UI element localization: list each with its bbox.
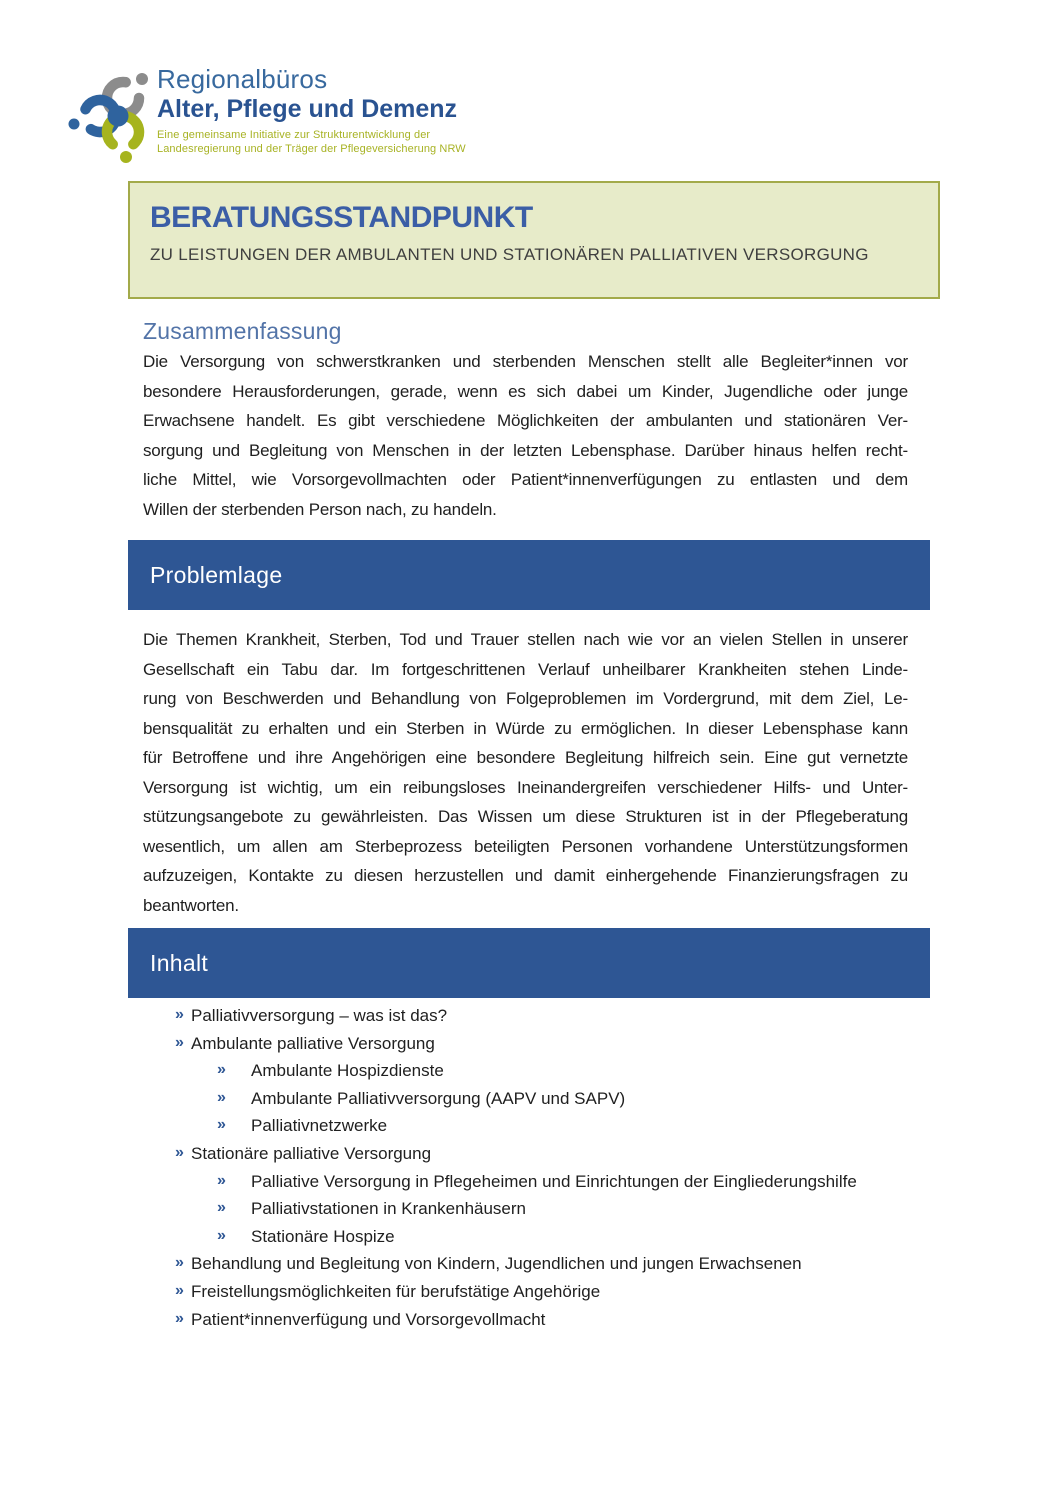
toc-subitem — [175, 1227, 925, 1255]
logo-name: Regionalbüros — [157, 64, 328, 94]
chevron-bullet-icon: » — [217, 1171, 226, 1189]
text-line: wesentlich, um allen am Sterbeprozess beteiligten Personen vorhandene Unterstützungsformen — [143, 836, 908, 856]
chevron-bullet-icon: » — [175, 1143, 184, 1161]
toc-item-label: Patient*innenverfügung und Vorsorgevollmacht — [191, 1309, 546, 1329]
chevron-bullet-icon: » — [175, 1254, 184, 1272]
inhalt-banner — [128, 928, 930, 998]
text-line: stützungsangebote zu gewährleisten. Das Wissen um diese Strukturen ist in der Pflegeberatung — [143, 807, 908, 826]
text-line: Willen der sterbenden Person nach, zu handeln. — [143, 499, 497, 519]
toc-item-label: Stationäre palliative Versorgung — [191, 1143, 432, 1163]
text-line: rung von Beschwerden und Behandlung von Folgeproblemen im Vordergrund, mit dem Ziel, Le- — [143, 689, 908, 708]
logo-people-circle-icon — [68, 68, 168, 164]
text-line: Gesellschaft ein Tabu dar. Im fortgeschrittenen Verlauf unheilbarer Krankheiten stehen Linde- — [143, 659, 908, 679]
toc-list — [175, 1006, 925, 1337]
toc-item-label: Behandlung und Begleitung von Kindern, Jugendlichen und jungen Erwachsenen — [191, 1254, 802, 1274]
toc-item-label: Palliativnetzwerke — [251, 1116, 388, 1136]
toc-subitem — [175, 1199, 925, 1227]
text-line: für Betroffene und ihre Angehörigen eine besondere Begleitung hilfreich sein. Eine gut vernetzte — [143, 748, 908, 767]
toc-item-label: Stationäre Hospize — [251, 1226, 395, 1246]
toc-subitem — [175, 1172, 925, 1200]
toc-item — [175, 1144, 925, 1172]
toc-item — [175, 1006, 925, 1034]
text-line: liche Mittel, wie Vorsorgevollmachten oder Patient*innenverfügungen zu entlasten und dem — [143, 470, 908, 489]
chevron-bullet-icon: » — [175, 1309, 184, 1327]
text-line: Versorgung ist wichtig, um ein reibungsloses Ineinandergreifen verschiedener Hilfs- und Unter- — [143, 777, 908, 797]
toc-item — [175, 1034, 925, 1062]
chevron-bullet-icon: » — [217, 1116, 226, 1134]
logo-brand: Alter, Pflege und Demenz — [157, 95, 458, 123]
chevron-bullet-icon: » — [217, 1061, 226, 1079]
chevron-bullet-icon: » — [175, 1033, 184, 1051]
toc-subitem — [175, 1116, 925, 1144]
logo — [157, 64, 466, 156]
problemlage-banner-label: Problemlage — [150, 561, 283, 588]
summary-paragraph — [143, 352, 908, 529]
chevron-bullet-icon: » — [217, 1199, 226, 1217]
document-title: BERATUNGSSTANDPUNKT — [150, 201, 533, 234]
inhalt-banner-label: Inhalt — [150, 949, 209, 976]
text-line: Die Versorgung von schwerstkranken und sterbenden Menschen stellt alle Begleiter*innen vor — [143, 352, 908, 371]
toc-item — [175, 1310, 925, 1338]
problemlage-paragraph — [143, 630, 908, 925]
toc-item-label: Ambulante palliative Versorgung — [191, 1033, 435, 1053]
toc-item-label: Freistellungsmöglichkeiten für berufstätige Angehörige — [191, 1281, 601, 1301]
text-line: bensqualität zu erhalten und ein Sterben in Würde zu ermöglichen. In dieser Lebensphase kann — [143, 718, 908, 738]
toc-item-label: Ambulante Hospizdienste — [251, 1061, 444, 1081]
logo-tagline-line1: Eine gemeinsame Initiative zur Strukturentwicklung der — [157, 129, 431, 141]
text-line: beantworten. — [143, 895, 239, 915]
text-line: aufzuzeigen, Kontakte zu diesen herzustellen und damit einhergehende Finanzierungsfragen zu — [143, 866, 908, 885]
chevron-bullet-icon: » — [175, 1006, 184, 1023]
problemlage-banner — [128, 540, 930, 610]
text-line: sorgung und Begleitung von Menschen in der letzten Lebensphase. Darüber hinaus helfen recht- — [143, 440, 908, 460]
chevron-bullet-icon: » — [217, 1226, 226, 1244]
logo-tagline-line2: Landesregierung und der Träger der Pflegeversicherung NRW — [157, 142, 466, 155]
toc-item-label: Palliative Versorgung in Pflegeheimen und Einrichtungen der Eingliederungshilfe — [251, 1171, 857, 1191]
summary-heading: Zusammenfassung — [143, 318, 342, 344]
text-line: Die Themen Krankheit, Sterben, Tod und Trauer stellen nach wie vor an vielen Stellen in unserer — [143, 630, 908, 649]
toc-item-label: Palliativversorgung – was ist das? — [191, 1006, 448, 1025]
toc-item — [175, 1254, 925, 1282]
toc-subitem — [175, 1089, 925, 1117]
text-line: Erwachsene handelt. Es gibt verschiedene Möglichkeiten der ambulanten und stationären Ver- — [143, 411, 908, 430]
toc-item-label: Ambulante Palliativversorgung (AAPV und SAPV) — [251, 1088, 626, 1108]
title-box — [128, 181, 940, 299]
toc-subitem — [175, 1061, 925, 1089]
chevron-bullet-icon: » — [175, 1281, 184, 1299]
chevron-bullet-icon: » — [217, 1088, 226, 1106]
document-subtitle: ZU LEISTUNGEN DER AMBULANTEN UND STATIONÄREN PALLIATIVEN VERSORGUNG — [150, 245, 869, 264]
text-line: besondere Herausforderungen, gerade, wenn es sich dabei um Kinder, Jugendliche oder junge — [143, 381, 908, 401]
toc-item — [175, 1282, 925, 1310]
toc-item-label: Palliativstationen in Krankenhäusern — [251, 1199, 527, 1219]
